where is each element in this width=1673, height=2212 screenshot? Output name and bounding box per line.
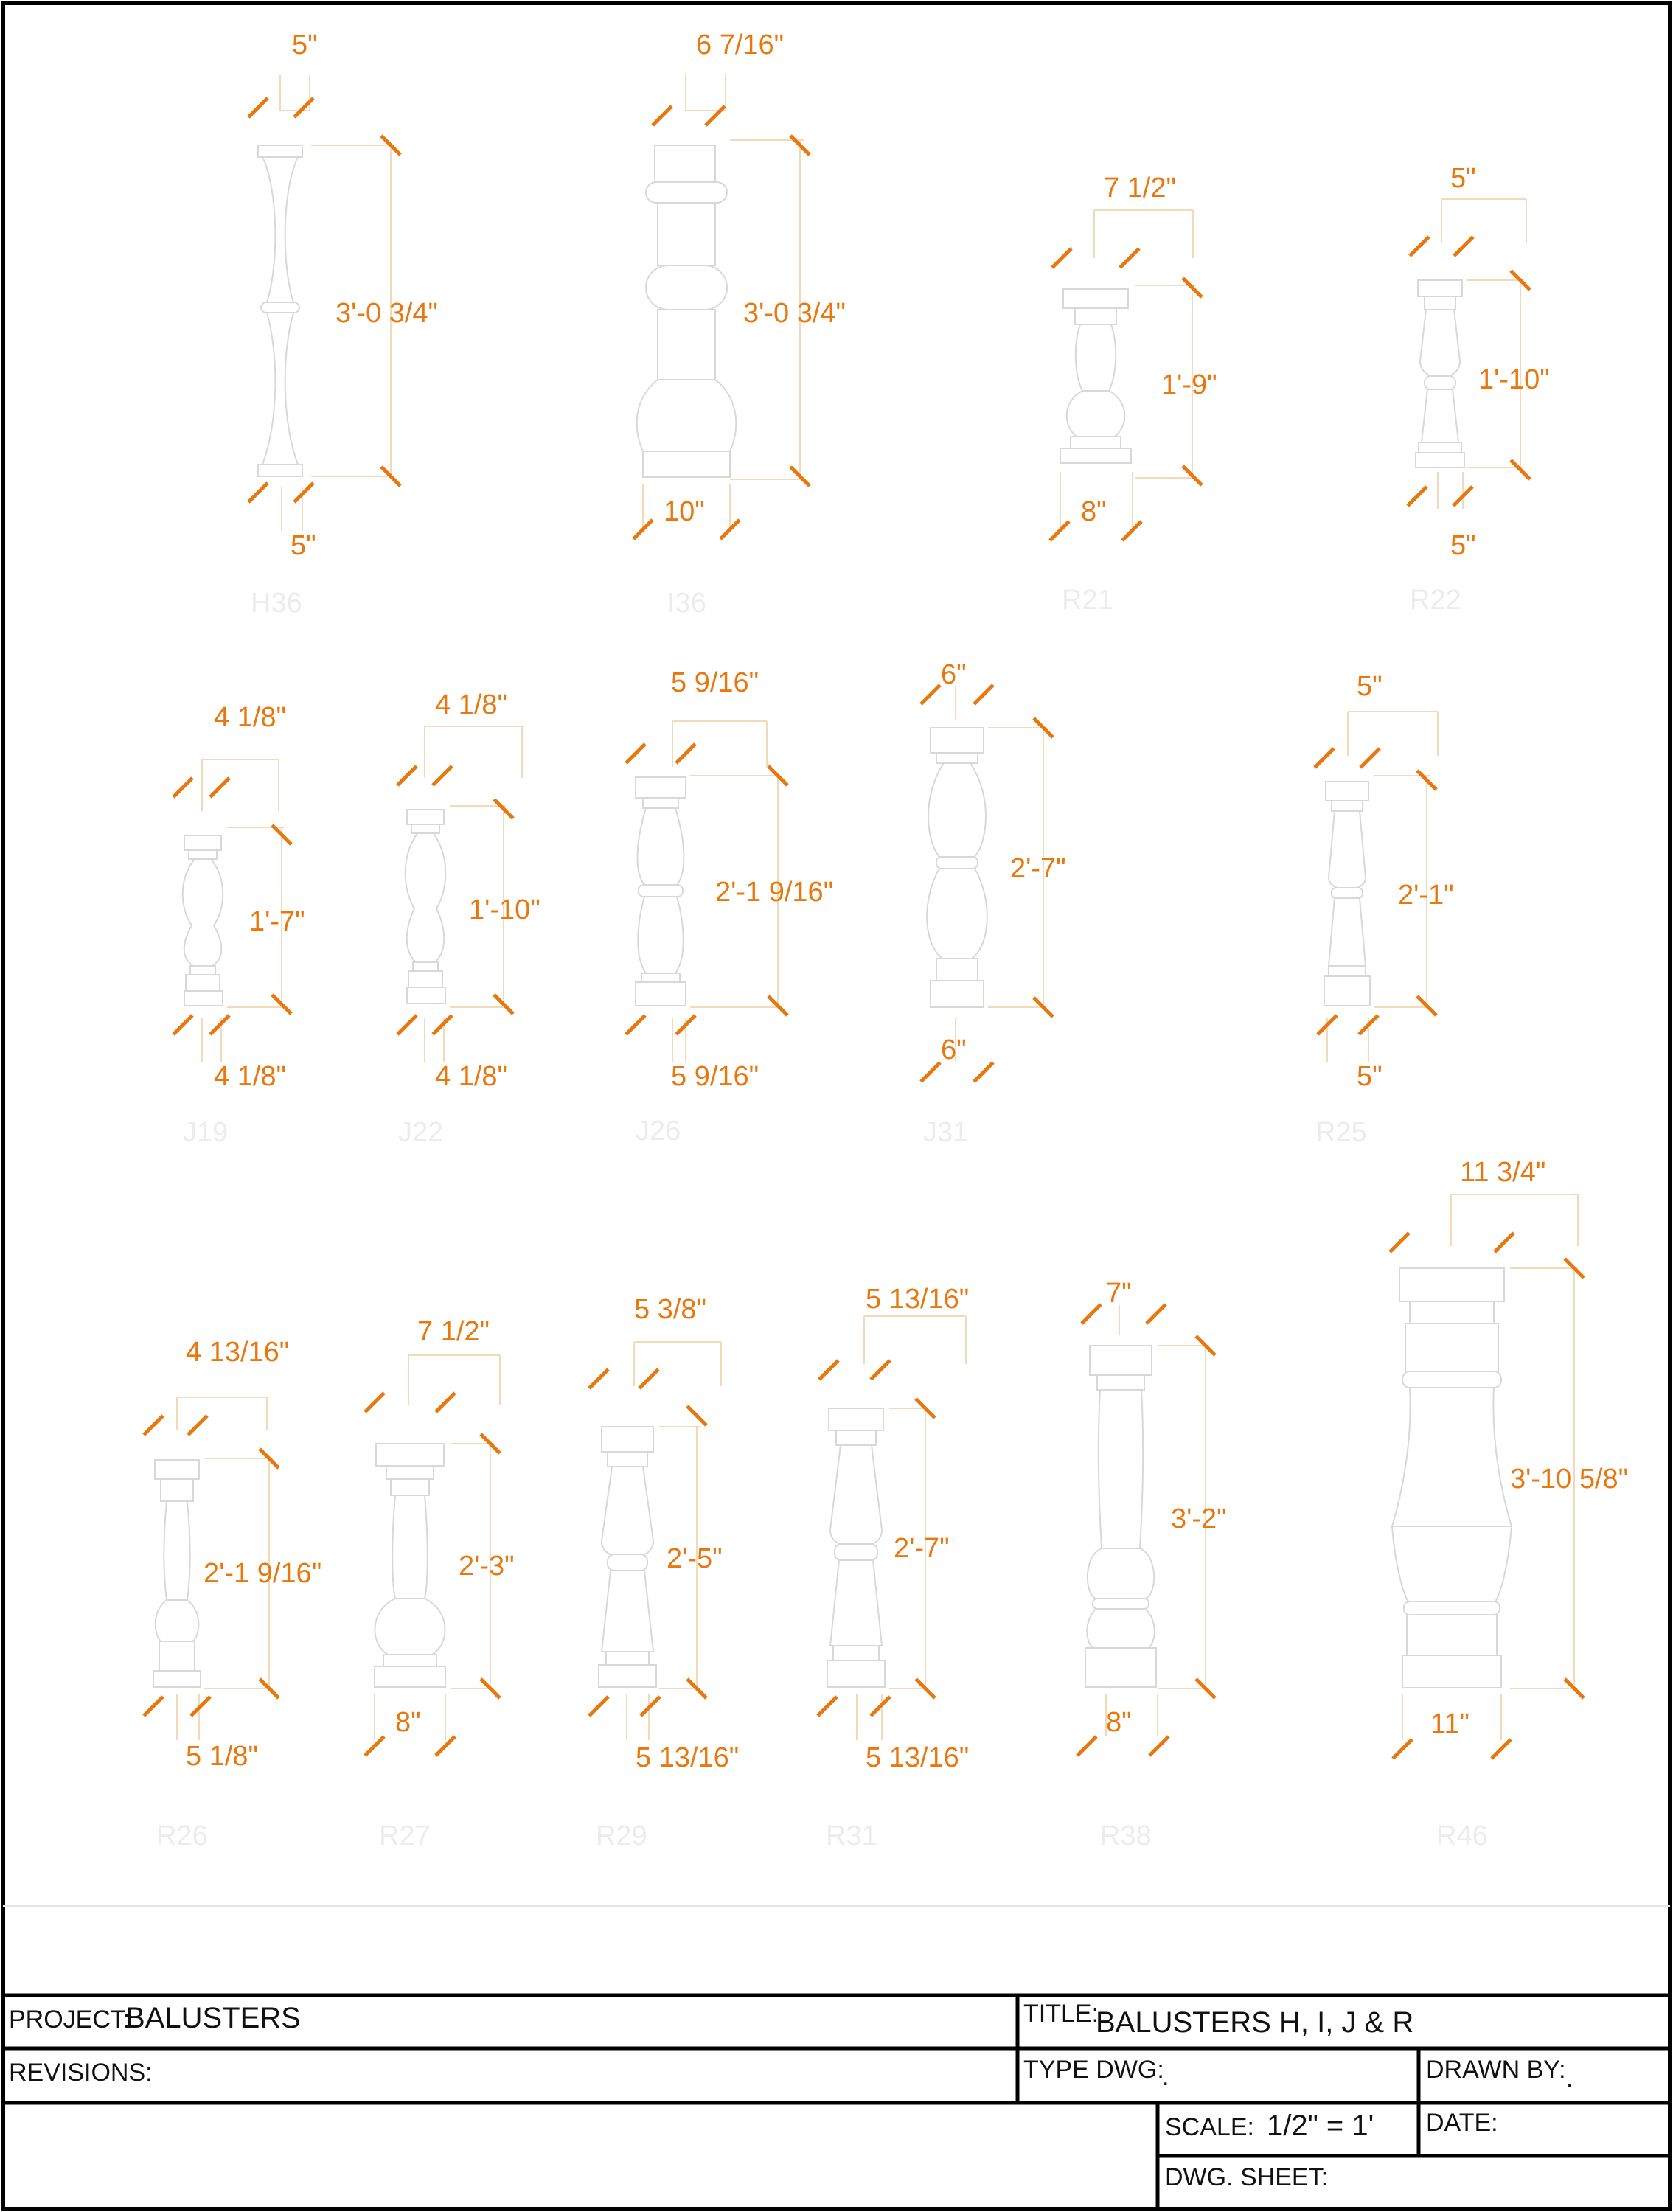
baluster-r29 (589, 1294, 739, 1851)
tag-r27: R27 (379, 1820, 431, 1851)
baluster-r46 (1390, 1157, 1628, 1851)
scale-value: 1/2" = 1' (1267, 2110, 1374, 2142)
tag-h36: H36 (251, 588, 302, 619)
title-label: TITLE: (1023, 2000, 1099, 2028)
dim-r22-bottom: 5" (1450, 530, 1476, 561)
dim-r21-top: 7 1/2" (1104, 173, 1177, 204)
tag-j19: J19 (183, 1117, 229, 1148)
dim-h36-height: 3'-0 3/4" (335, 298, 439, 329)
dim-r38-top: 7" (1106, 1278, 1132, 1309)
title-block (3, 1995, 1670, 2209)
dim-r38-bottom: 8" (1106, 1707, 1132, 1738)
dim-i36-top: 6 7/16" (696, 29, 785, 60)
baluster-r22 (1408, 163, 1550, 616)
tag-j26: J26 (636, 1116, 681, 1147)
dim-j31-bottom: 6" (941, 1034, 967, 1065)
dim-r31-height: 2'-7" (894, 1533, 950, 1564)
dim-r22-height: 1'-10" (1478, 364, 1550, 395)
dim-r25-height: 2'-1" (1398, 880, 1454, 911)
dim-r22-top: 5" (1450, 163, 1476, 194)
dim-r29-bottom: 5 13/16" (636, 1742, 740, 1773)
baluster-r21 (1050, 173, 1217, 616)
sheet-frame (3, 3, 1670, 2209)
dim-h36-bottom: 5" (291, 530, 316, 561)
revisions-label: REVISIONS: (9, 2059, 153, 2087)
dim-j26-bottom: 5 9/16" (671, 1061, 759, 1092)
dim-j19-height: 1'-7" (249, 906, 305, 937)
dim-r38-height: 3'-2" (1171, 1503, 1227, 1534)
tag-i36: I36 (667, 588, 706, 619)
tag-j31: J31 (923, 1117, 969, 1148)
baluster-r31 (818, 1284, 969, 1851)
dim-r27-bottom: 8" (395, 1707, 421, 1738)
dim-r46-height: 3'-10 5/8" (1510, 1464, 1629, 1495)
type-dwg-value: . (1162, 2063, 1169, 2091)
dim-j31-top: 6" (941, 659, 967, 690)
dim-r31-bottom: 5 13/16" (866, 1742, 970, 1773)
tag-r25: R25 (1315, 1117, 1367, 1148)
project-label: PROJECT: (9, 2006, 131, 2034)
title-value: BALUSTERS H, I, J & R (1096, 2006, 1414, 2039)
dim-r27-height: 2'-3" (459, 1551, 515, 1582)
baluster-j31 (921, 659, 1066, 1148)
dim-r26-top: 4 13/16" (186, 1337, 290, 1368)
tag-r29: R29 (596, 1820, 647, 1851)
tag-r21: R21 (1062, 585, 1113, 616)
dim-j19-top: 4 1/8" (214, 702, 287, 733)
dim-j22-top: 4 1/8" (435, 689, 508, 720)
baluster-j22 (397, 689, 540, 1148)
dim-r21-height: 1'-9" (1161, 369, 1217, 400)
baluster-r26 (144, 1337, 321, 1851)
dim-j26-top: 5 9/16" (671, 667, 759, 698)
dim-r26-height: 2'-1 9/16" (204, 1558, 322, 1589)
dim-j22-bottom: 4 1/8" (435, 1061, 508, 1092)
baluster-r27 (365, 1316, 515, 1851)
baluster-r25 (1315, 671, 1454, 1148)
drawn-by-value: . (1566, 2065, 1573, 2093)
dim-r21-bottom: 8" (1081, 496, 1107, 527)
dim-r27-top: 7 1/2" (417, 1316, 490, 1347)
dim-r29-top: 5 3/8" (634, 1294, 707, 1325)
dim-j22-height: 1'-10" (469, 894, 540, 925)
dim-i36-bottom: 10" (664, 496, 705, 527)
baluster-j26 (626, 667, 833, 1147)
dim-j26-height: 2'-1 9/16" (715, 877, 834, 908)
dim-r25-top: 5" (1357, 671, 1382, 702)
dim-r26-bottom: 5 1/8" (186, 1741, 259, 1772)
dim-r31-top: 5 13/16" (866, 1284, 970, 1315)
dwg-sheet-label: DWG. SHEET: (1165, 2163, 1329, 2191)
tag-j22: J22 (398, 1117, 444, 1148)
dim-j19-bottom: 4 1/8" (214, 1061, 287, 1092)
drawn-by-label: DRAWN BY: (1426, 2056, 1566, 2084)
scale-label: SCALE: (1165, 2113, 1254, 2141)
type-dwg-label: TYPE DWG: (1023, 2056, 1164, 2084)
tag-r22: R22 (1410, 585, 1461, 616)
dim-r46-bottom: 11" (1430, 1708, 1469, 1739)
dim-h36-top: 5" (292, 29, 318, 60)
baluster-j19 (173, 702, 305, 1148)
baluster-h36 (248, 29, 438, 619)
dim-r29-height: 2'-5" (667, 1543, 723, 1574)
baluster-i36 (633, 29, 846, 619)
dim-r25-bottom: 5" (1357, 1061, 1382, 1092)
tag-r46: R46 (1436, 1820, 1488, 1851)
dim-r46-top: 11 3/4" (1460, 1157, 1546, 1188)
date-label: DATE: (1426, 2109, 1498, 2137)
dim-j31-height: 2'-7" (1010, 853, 1066, 884)
tag-r31: R31 (826, 1820, 877, 1851)
dim-i36-height: 3'-0 3/4" (743, 298, 846, 329)
tag-r26: R26 (156, 1820, 208, 1851)
tag-r38: R38 (1100, 1820, 1152, 1851)
project-value: BALUSTERS (125, 2002, 301, 2034)
baluster-r38 (1077, 1278, 1227, 1851)
